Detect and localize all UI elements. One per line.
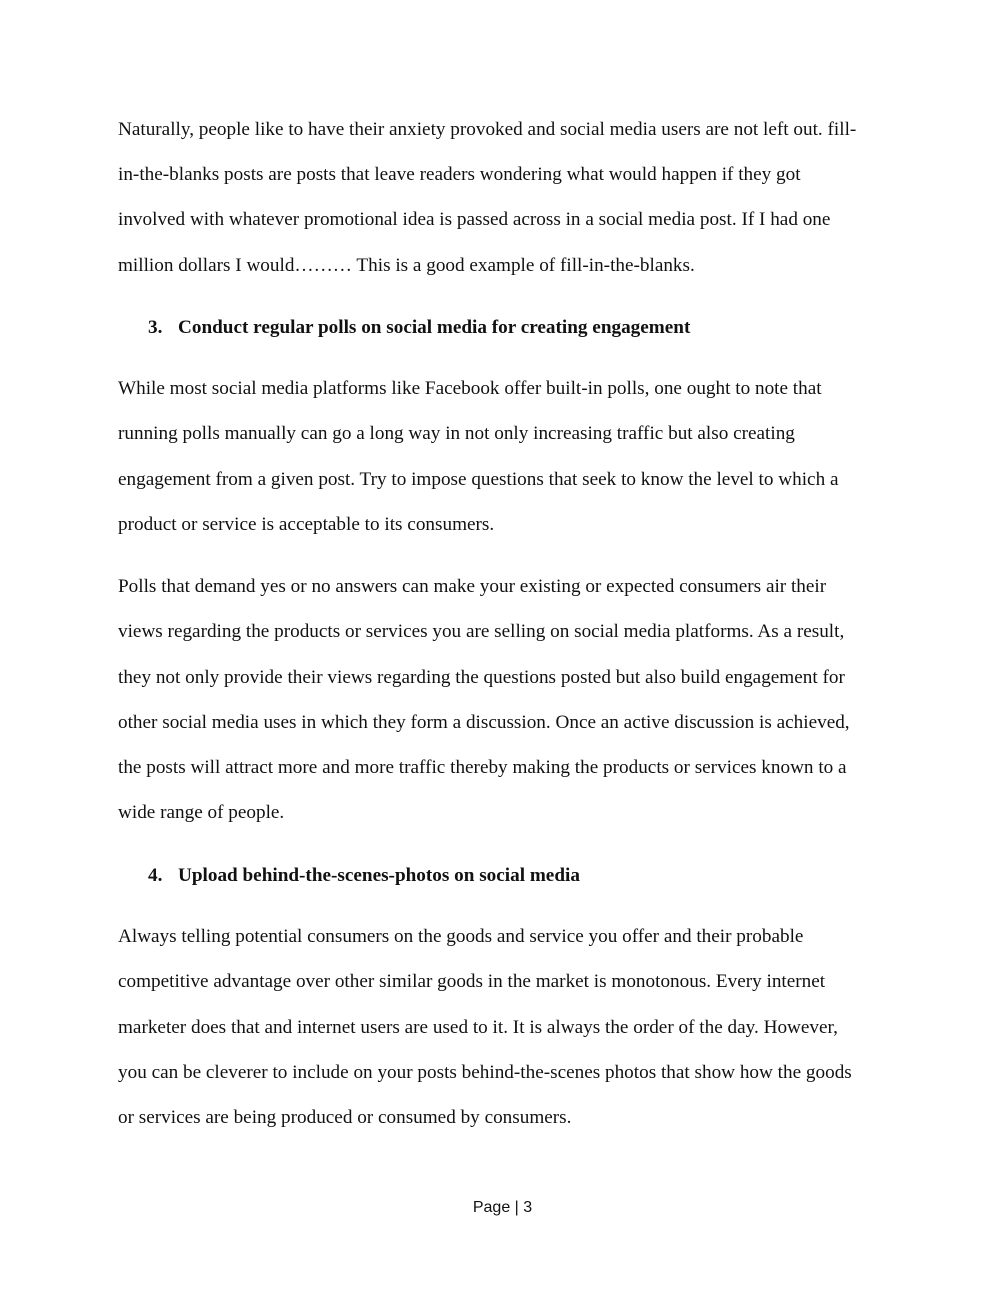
- heading-text: Upload behind-the-scenes-photos on social media: [178, 865, 580, 886]
- text-line: they not only provide their views regarding the questions posted but also build engagement for: [118, 667, 845, 688]
- text-line: wide range of people.: [118, 802, 285, 823]
- text-line: engagement from a given post. Try to impose questions that seek to know the level to which a: [118, 469, 839, 490]
- text-line: involved with whatever promotional idea is passed across in a social media post. If I had one: [118, 209, 831, 230]
- text-line: you can be cleverer to include on your posts behind-the-scenes photos that show how the goods: [118, 1062, 852, 1083]
- text-line: competitive advantage over other similar goods in the market is monotonous. Every internet: [118, 971, 826, 992]
- heading-text: Conduct regular polls on social media for creating engagement: [178, 317, 691, 338]
- text-line: views regarding the products or services you are selling on social media platforms. As a result,: [118, 621, 845, 642]
- heading-number: 3.: [148, 317, 163, 338]
- text-line: in-the-blanks posts are posts that leave readers wondering what would happen if they got: [118, 164, 801, 185]
- text-line: or services are being produced or consumed by consumers.: [118, 1107, 572, 1128]
- text-line: product or service is acceptable to its consumers.: [118, 514, 495, 535]
- text-line: Always telling potential consumers on the goods and service you offer and their probable: [118, 926, 804, 947]
- heading-number: 4.: [148, 865, 163, 886]
- text-line: Polls that demand yes or no answers can make your existing or expected consumers air their: [118, 576, 827, 597]
- page-number-footer: Page | 3: [472, 1199, 533, 1216]
- text-line: Naturally, people like to have their anxiety provoked and social media users are not left out. fill-: [118, 119, 857, 140]
- text-line: million dollars I would……… This is a good example of fill-in-the-blanks.: [118, 255, 695, 276]
- text-line: the posts will attract more and more traffic thereby making the products or services known to a: [118, 757, 847, 778]
- text-line: running polls manually can go a long way in not only increasing traffic but also creating: [118, 423, 795, 444]
- text-line: While most social media platforms like Facebook offer built-in polls, one ought to note that: [118, 378, 822, 399]
- text-line: other social media uses in which they form a discussion. Once an active discussion is achieved,: [118, 712, 850, 733]
- text-line: marketer does that and internet users are used to it. It is always the order of the day. However,: [118, 1017, 838, 1038]
